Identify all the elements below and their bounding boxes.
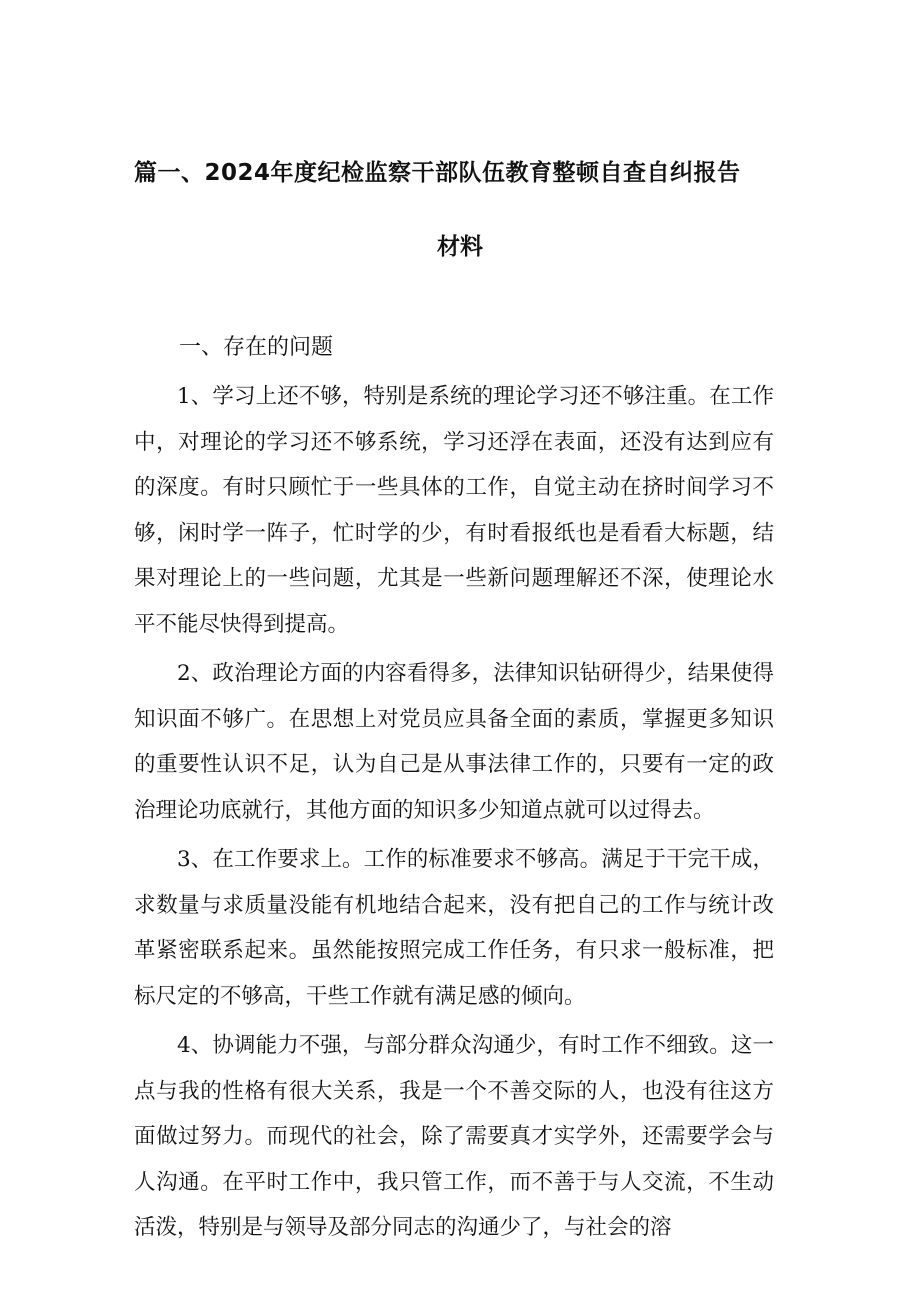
document-title: 篇一、2024年度纪检监察干部队伍教育整顿自查自纠报告 [134,160,741,186]
document-title-continuation: 材料 [437,234,483,260]
paragraph-2: 2、政治理论方面的内容看得多，法律知识钻研得少，结果使得知识面不够广。在思想上对党员应具备全面的素质，掌握更多知识的重要性认识不足，认为自己是从事法律工作的，只要有一定的政治理论功底就行，其他方面的知识多少知道点就可以过得去。 [134,661,774,823]
section-heading: 一、存在的问题 [179,335,334,360]
paragraph-4: 4、协调能力不强，与部分群众沟通少，有时工作不细致。这一点与我的性格有很大关系，我是一个不善交际的人，也没有往这方面做过努力。而现代的社会，除了需要真才实学外，还需要学会与人沟通。在平时工作中，我只管工作，而不善于与人交流，不生动活泼，特别是与领导及部分同志的沟通少了，与社会的溶 [134,1033,774,1240]
paragraph-3: 3、在工作要求上。工作的标准要求不够高。满足于干完干成，求数量与求质量没能有机地结合起来，没有把自己的工作与统计改革紧密联系起来。虽然能按照完成工作任务，有只求一般标准，把标尺定的不够高，干些工作就有满足感的倾向。 [134,847,774,1009]
paragraph-1: 1、学习上还不够，特别是系统的理论学习还不够注重。在工作中，对理论的学习还不够系统，学习还浮在表面，还没有达到应有的深度。有时只顾忙于一些具体的工作，自觉主动在挤时间学习不够，闲时学一阵子，忙时学的少，有时看报纸也是看看大标题，结果对理论上的一些问题，尤其是一些新问题理解还不深，使理论水平不能尽快得到提高。 [134,384,774,637]
document-body [134,374,774,1251]
